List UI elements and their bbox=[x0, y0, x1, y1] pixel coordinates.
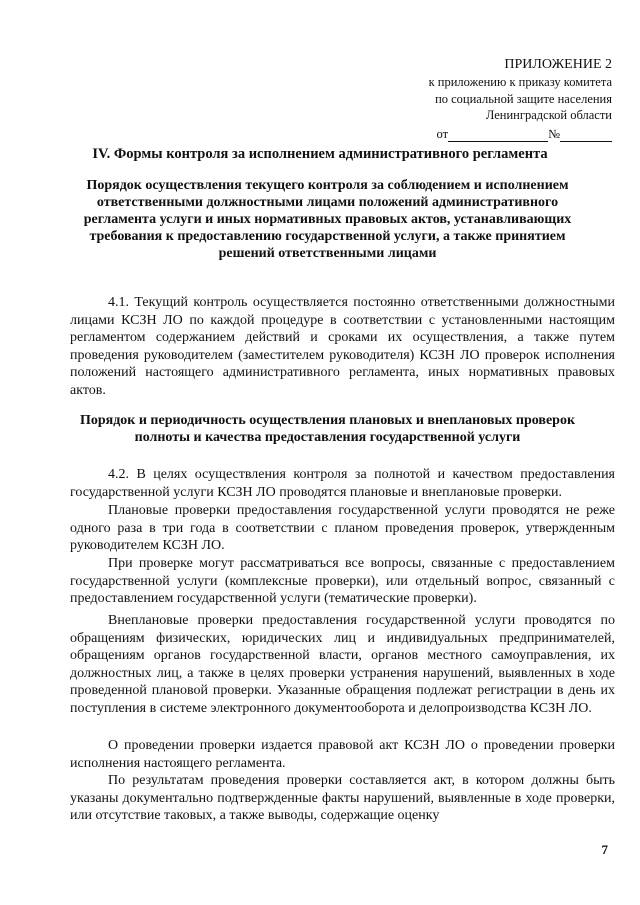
subheading-inspections: Порядок и периодичность осуществления плановых и внеплановых проверок полноты и качества предоставления государственной услуги bbox=[79, 413, 576, 445]
section-title: IV. Формы контроля за исполнением административного регламента bbox=[92, 146, 548, 162]
paragraph-unplanned-inspections: Внеплановые проверки предоставления государственной услуги проводятся по обращениям физических, юридических лиц и индивидуальных предпринимателей, обращениям органов государственной власти, органов местного самоуправления, их должностных лиц, а также в целях проверки устранения нарушений, выявленных в ходе проведенной плановой проверки. Указанные обращения подлежат регистрации в день их поступления в системе электронного документооборота и делопроизводства КСЗН ЛО. bbox=[70, 613, 615, 716]
paragraph-4-2: 4.2. В целях осуществления контроля за полнотой и качеством предоставления государственной услуги КСЗН ЛО проводятся плановые и внеплановые проверки. bbox=[70, 467, 615, 500]
number-label: № bbox=[548, 126, 560, 141]
appendix-header bbox=[352, 56, 612, 142]
paragraph-inspection-results: По результатам проведения проверки составляется акт, в котором должны быть указаны документально подтвержденные факты нарушений, выявленные в ходе проверки, или отсутствие таковых, а также выводы, содержащие оценку bbox=[70, 773, 615, 823]
paragraph-4-1: 4.1. Текущий контроль осуществляется постоянно ответственными должностными лицами КСЗН ЛО по каждой процедуре в соответствии с установленными настоящим регламентом содержанием действий и сроками их осуществления, а также путем проведения руководителем (заместителем руководителя) КСЗН ЛО проверок исполнения положений настоящего административного регламента, иных нормативных правовых актов. bbox=[70, 295, 615, 398]
date-blank bbox=[448, 131, 548, 142]
appendix-line-1: к приложению к приказу комитета bbox=[428, 75, 612, 89]
from-label: от bbox=[436, 126, 449, 141]
appendix-line-3: Ленинградской области bbox=[485, 108, 612, 122]
subheading-current-control: Порядок осуществления текущего контроля за соблюдением и исполнением ответственными должностными лицами положений административного регламента услуги и иных нормативных правовых актов, устанавливающих требования к предоставлению государственной услуги, а также принятием решений ответственными лицами bbox=[83, 178, 572, 261]
appendix-line-2: по социальной защите населения bbox=[435, 91, 612, 106]
number-blank bbox=[560, 131, 612, 142]
date-number-line bbox=[352, 126, 612, 143]
paragraph-inspection-issues: При проверке могут рассматриваться все вопросы, связанные с предоставлением государственной услуги (комплексные проверки), или отдельный вопрос, связанный с предоставлением государственной услуги (тематические проверки). bbox=[70, 556, 615, 606]
paragraph-legal-act: О проведении проверки издается правовой акт КСЗН ЛО о проведении проверки исполнения настоящего регламента. bbox=[70, 738, 615, 771]
paragraph-planned-inspections: Плановые проверки предоставления государственной услуги проводятся не реже одного раза в три года в соответствии с планом проведения проверок, утвержденным руководителем КСЗН ЛО. bbox=[70, 503, 615, 553]
appendix-title: ПРИЛОЖЕНИЕ 2 bbox=[504, 57, 612, 72]
page-number: 7 bbox=[601, 842, 608, 857]
